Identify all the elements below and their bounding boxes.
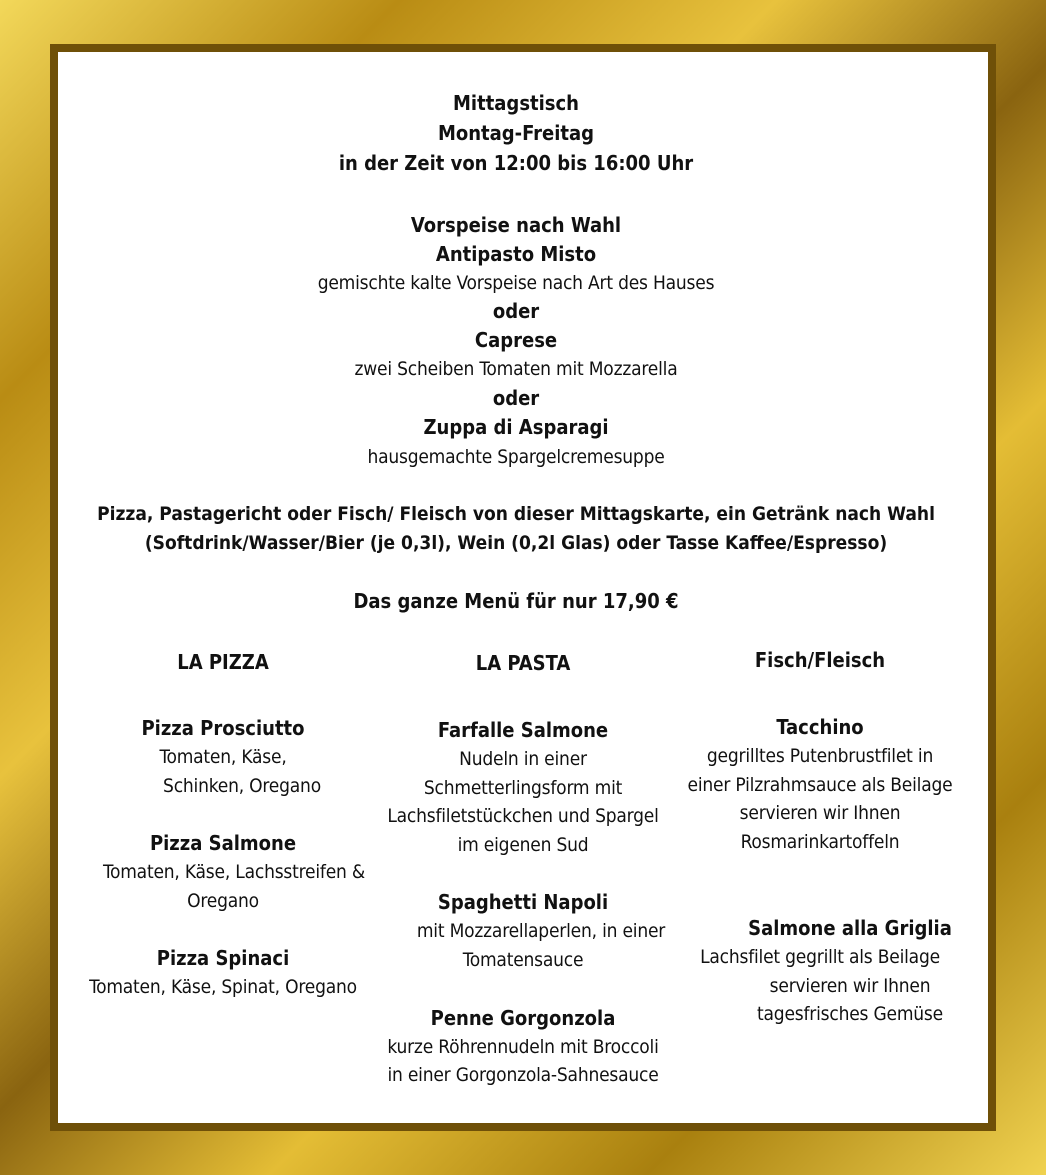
meat-desc: servieren wir Ihnen — [769, 975, 931, 997]
starter-name: Antipasto Misto — [435, 242, 597, 266]
pasta-name: Farfalle Salmone — [437, 718, 609, 742]
pizza-name: Pizza Prosciutto — [141, 716, 305, 740]
starter-desc: hausgemachte Spargelcremesuppe — [367, 446, 665, 468]
menu-days: Montag-Freitag — [437, 121, 595, 145]
pizza-name: Pizza Salmone — [149, 831, 297, 855]
menu-canvas — [58, 52, 988, 1123]
starter-desc: gemischte kalte Vorspeise nach Art des Hauses — [317, 272, 715, 294]
pizza-desc: Schinken, Oregano — [163, 775, 321, 797]
pizza-desc: Oregano — [187, 890, 259, 912]
pizza-desc: Tomaten, Käse, Lachsstreifen & — [102, 861, 366, 883]
pizza-name: Pizza Spinaci — [156, 946, 290, 970]
info-line: Pizza, Pastagericht oder Fisch/ Fleisch von dieser Mittagskarte, ein Getränk nach Wahl — [97, 503, 935, 525]
starter-name: Zuppa di Asparagi — [423, 415, 609, 439]
menu-title: Mittagstisch — [453, 91, 579, 115]
meat-desc: Rosmarinkartoffeln — [740, 831, 900, 853]
pasta-desc: Lachsfiletstückchen und Spargel — [387, 805, 659, 827]
info-line: (Softdrink/Wasser/Bier (je 0,3l), Wein (0,2l Glas) oder Tasse Kaffee/Espresso) — [144, 532, 888, 554]
pasta-desc: im eigenen Sud — [457, 834, 589, 856]
pizza-desc: Tomaten, Käse, Spinat, Oregano — [89, 976, 357, 998]
meat-desc: servieren wir Ihnen — [739, 802, 901, 824]
pizza-heading: LA PIZZA — [177, 650, 269, 674]
pasta-desc: Tomatensauce — [462, 949, 584, 971]
menu-hours: in der Zeit von 12:00 bis 16:00 Uhr — [338, 151, 694, 175]
meat-name: Tacchino — [776, 715, 864, 739]
meat-desc: tagesfrisches Gemüse — [757, 1003, 943, 1025]
starter-name: Caprese — [474, 328, 558, 352]
starters-heading: Vorspeise nach Wahl — [410, 213, 622, 237]
meat-desc: einer Pilzrahmsauce als Beilage — [687, 774, 953, 796]
pasta-name: Spaghetti Napoli — [437, 890, 609, 914]
pizza-desc: Tomaten, Käse, — [159, 746, 287, 768]
or-label: oder — [492, 386, 540, 410]
or-label: oder — [492, 299, 540, 323]
pasta-desc: Nudeln in einer — [459, 748, 587, 770]
starter-desc: zwei Scheiben Tomaten mit Mozzarella — [354, 358, 678, 380]
price-line: Das ganze Menü für nur 17,90 € — [353, 589, 679, 613]
pasta-desc: Schmetterlingsform mit — [423, 777, 623, 799]
meat-desc: Lachsfilet gegrillt als Beilage — [700, 946, 940, 968]
meat-name: Salmone alla Griglia — [748, 916, 952, 940]
pasta-desc: in einer Gorgonzola-Sahnesauce — [387, 1064, 659, 1086]
meat-desc: gegrilltes Putenbrustfilet in — [706, 745, 934, 767]
pasta-desc: mit Mozzarellaperlen, in einer — [416, 920, 666, 942]
pasta-heading: LA PASTA — [475, 651, 571, 675]
pasta-desc: kurze Röhrennudeln mit Broccoli — [387, 1036, 659, 1058]
meat-heading: Fisch/Fleisch — [754, 648, 886, 672]
pasta-name: Penne Gorgonzola — [430, 1006, 616, 1030]
